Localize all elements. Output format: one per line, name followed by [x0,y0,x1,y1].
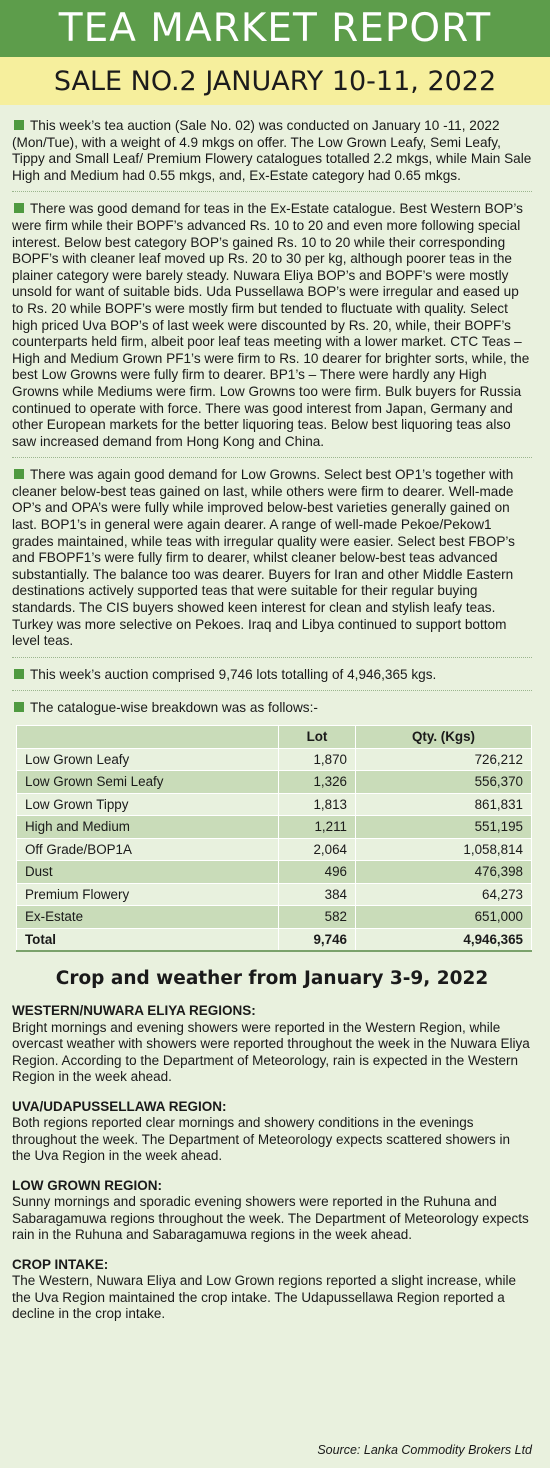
table-header-lot: Lot [279,726,356,749]
table-cell-lot: 1,813 [279,793,356,816]
table-cell-lot: 582 [279,906,356,929]
table-row [17,906,532,929]
region-heading: UVA/UDAPUSSELLAWA REGION: [12,1098,227,1114]
table-cell-qty: 1,058,814 [356,838,532,861]
region-text: Both regions reported clear mornings and showery conditions in the evenings throughout the week. The Department of Meteorology expects scattered showers in the Uva Region in the week ahead. [12,1115,511,1163]
square-bullet-icon [14,469,24,479]
region-heading: CROP INTAKE: [12,1256,109,1272]
table-cell-lot: 1,870 [279,748,356,771]
table-total-lot: 9,746 [279,928,356,951]
report-content [12,118,532,1336]
crop-weather-title: Crop and weather from January 3-9, 2022 [55,968,489,989]
table-cell-lot: 384 [279,883,356,906]
table-cell-qty: 726,212 [356,748,532,771]
source-credit: Source: Lanka Commodity Brokers Ltd [317,1443,532,1457]
table-total-qty: 4,946,365 [356,928,532,951]
table-cell-qty: 476,398 [356,861,532,884]
table-cell-catalogue: Off Grade/BOP1A [17,838,279,861]
paragraph-text: There was again good demand for Low Growns. Select best OP1’s together with cleaner below-best teas gained on last, while others were firm to dearer. Well-made OP’s and OPA’s were fully while improved below-best varieties generally gained on last. BOP1’s in general were again dearer. A range of well-made Pekoe/Pekow1 grades maintained, while teas with irregular quality were easier. Select best FBOP’s and FBOPF1’s were fully firm to dearer, whilst cleaner below-best teas advanced substantially. The balance too was dearer. Buyers for Iran and other Middle Eastern destinations actively supported teas that were suitable for their regular buying standards. The CIS buyers showed keen interest for clean and stylish leafy teas. Turkey was more selective on Pekoes. Iraq and Libya continued to support bottom level teas. [12,467,515,649]
region-western-nuwara-eliya [12,1003,532,1086]
region-low-grown [12,1178,532,1244]
square-bullet-icon [14,120,24,130]
table-total-row [17,928,532,951]
catalogue-table [16,725,532,952]
region-crop-intake [12,1257,532,1323]
table-cell-catalogue: Low Grown Semi Leafy [17,771,279,794]
table-row [17,771,532,794]
table-row [17,861,532,884]
table-cell-catalogue: High and Medium [17,816,279,839]
table-header-row [17,726,532,749]
square-bullet-icon [14,669,24,679]
table-row [17,883,532,906]
paragraph-text: The catalogue-wise breakdown was as follows:- [30,700,318,716]
region-text: Sunny mornings and sporadic evening showers were reported in the Ruhuna and Sabaragamuwa regions throughout the week. The Department of Meteorology expects rain in the Ruhuna and Sabaragamuwa regions in the week ahead. [12,1194,529,1242]
dotted-divider [12,457,532,458]
table-cell-qty: 556,370 [356,771,532,794]
dotted-divider [12,690,532,691]
table-total-label: Total [17,928,279,951]
table-cell-catalogue: Dust [17,861,279,884]
region-uva-udapussellawa [12,1099,532,1165]
dotted-divider [12,657,532,658]
table-header-cell [17,726,279,749]
table-cell-lot: 2,064 [279,838,356,861]
square-bullet-icon [14,203,24,213]
table-cell-qty: 64,273 [356,883,532,906]
table-cell-catalogue: Ex-Estate [17,906,279,929]
region-text: The Western, Nuwara Eliya and Low Grown regions reported a slight increase, while the Uva Region maintained the crop intake. The Udapussellawa Region reported a decline in the crop intake. [12,1273,516,1321]
paragraph-lot-total [12,667,532,684]
table-cell-lot: 496 [279,861,356,884]
table-cell-qty: 651,000 [356,906,532,929]
table-row [17,748,532,771]
table-row [17,793,532,816]
table-cell-qty: 861,831 [356,793,532,816]
paragraph-low-grown [12,467,532,650]
table-cell-qty: 551,195 [356,816,532,839]
table-cell-lot: 1,326 [279,771,356,794]
table-cell-catalogue: Premium Flowery [17,883,279,906]
table-cell-catalogue: Low Grown Tippy [17,793,279,816]
sale-banner: SALE NO.2 JANUARY 10-11, 2022 [0,57,550,105]
region-text: Bright mornings and evening showers were reported in the Western Region, while overcast weather with showers were reported throughout the week in the Nuwara Eliya Region. According to the Department of Meteorology, rain is expected in the Western Region in the week ahead. [12,1019,530,1084]
square-bullet-icon [14,702,24,712]
table-cell-lot: 1,211 [279,816,356,839]
paragraph-text: This week’s tea auction (Sale No. 02) was conducted on January 10 -11, 2022 (Mon/Tue), with a weight of 4.9 mkgs on offer. The Low Grown Leafy, Semi Leafy, Tippy and Small Leaf/ Premium Flowery catalogues totalled 2.2 mkgs, while Main Sale High and Medium had 0.55 mkgs, and, Ex-Estate category had 0.65 mkgs. [12,118,532,183]
table-cell-catalogue: Low Grown Leafy [17,748,279,771]
table-row [17,816,532,839]
dotted-divider [12,191,532,192]
paragraph-text: This week’s auction comprised 9,746 lots totalling of 4,946,365 kgs. [30,666,437,682]
region-heading: WESTERN/NUWARA ELIYA REGIONS: [12,1003,256,1018]
paragraph-auction-summary [12,118,532,184]
paragraph-breakdown-intro [12,700,532,717]
region-heading: LOW GROWN REGION: [12,1177,162,1193]
report-title: TEA MARKET REPORT [0,0,550,57]
paragraph-text: There was good demand for teas in the Ex-Estate catalogue. Best Western BOP’s were firm while their BOPF’s advanced Rs. 10 to 20 and even more following special interest. Below best category BOP’s gained Rs. 10 to 20 while their corresponding BOPF’s with cleaner leaf moved up Rs. 20 to 30 per kg, although poorer teas in the plainer category were barely steady. Nuwara Eliya BOP’s and BOPF’s were mostly unsold for want of suitable bids. Uda Pussellawa BOP’s were irregular and eased up to Rs. 20 while BOPF’s were mostly firm but tended to fluctuate with quality. Select high priced Uva BOP’s of last week were discounted by Rs. 20, while, their BOPF’s counterparts held firm, albeit poor leaf teas meeting with a lower market. CTC Teas – High and Medium Grown PF1’s were firm to Rs. 10 dearer for brighter sorts, while, the best Low Growns were fully firm to dearer. BP1’s – There were hardly any High Growns while Mediums were firm. Low Growns too were firm. Bulk buyers for Russia continued to operate with force. There was good interest from Japan, Germany and other European markets for the better liquoring teas. Below best liquoring teas also saw increased demand from Hong Kong and China. [12,201,530,449]
table-row [17,838,532,861]
paragraph-ex-estate [12,201,532,450]
table-header-qty: Qty. (Kgs) [356,726,532,749]
